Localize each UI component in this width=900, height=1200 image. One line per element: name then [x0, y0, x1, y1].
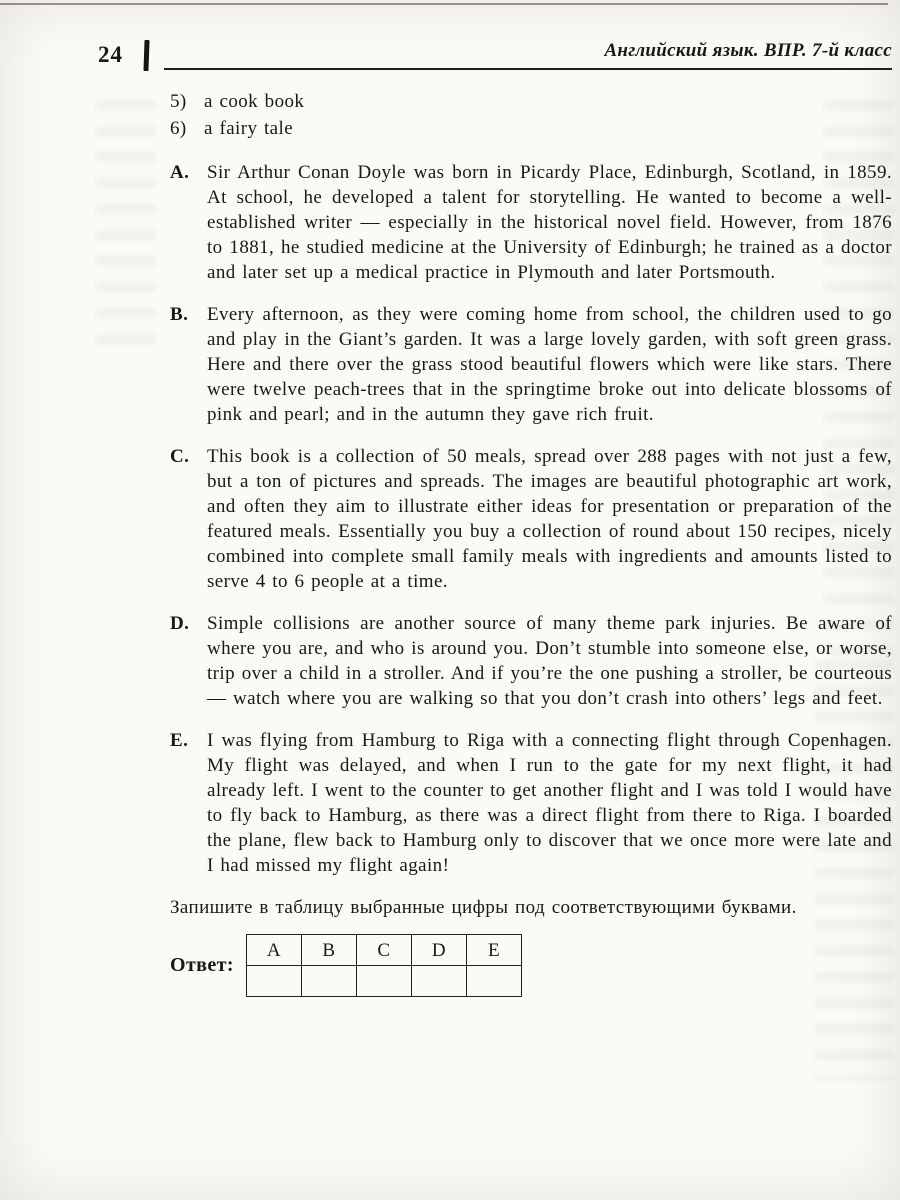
page-number: 24 — [98, 42, 123, 67]
page-header — [98, 40, 892, 74]
answer-label: Ответ: — [170, 954, 234, 976]
list-item-label: a fairy tale — [204, 118, 294, 139]
header-title: Английский язык. ВПР. 7-й класс — [604, 40, 892, 61]
answer-cell-C — [356, 966, 411, 997]
page-content — [170, 88, 892, 997]
answer-header-E: E — [466, 935, 521, 966]
answer-header-A: A — [246, 935, 301, 966]
paragraph-text: I was flying from Hamburg to Riga with a connecting flight through Copenhagen. My flight was delayed, and when I run to the gate for my next flight, it had already left. I went to the counter to get another flight and I was told I would have to fly back to Hamburg, as there was a direct flight from there to Riga. I boarded the plane, flew back to Hamburg only to discover that we once more were late and I had missed my flight again! — [207, 730, 892, 876]
header-rule — [164, 40, 892, 70]
paragraph-label: C. — [170, 446, 190, 467]
answer-cell-A — [246, 966, 301, 997]
scan-bleedthrough — [96, 100, 156, 360]
header-divider-mark — [143, 40, 149, 71]
answer-input-row — [246, 966, 521, 997]
paragraph-text: This book is a collection of 50 meals, spread over 288 pages with not just a few, but a ton of pictures and spreads. The images are beautiful photographic art work, and often they aim to illustrate either ideas for presentation or preparation of the featured meals. Essentially you buy a collection of round about 150 recipes, nicely combined into complete small family meals with ingredients and amounts listed to serve 4 to 6 people at a time. — [207, 446, 892, 592]
answer-header-B: B — [301, 935, 356, 966]
passage-paragraph-E — [170, 728, 892, 878]
answer-table — [246, 934, 522, 997]
paragraph-text: Every afternoon, as they were coming home from school, the children used to go and play in the Giant’s garden. It was a large lovely garden, with soft green grass. Here and there over the grass stood beautiful flowers which were like stars. There were twelve peach-trees that in the springtime broke out into delicate blossoms of pink and pearl; and in the autumn they gave rich fruit. — [207, 304, 892, 425]
answer-section — [170, 934, 892, 997]
answer-cell-E — [466, 966, 521, 997]
passage-paragraph-C — [170, 444, 892, 594]
list-item-5 — [170, 88, 892, 115]
paragraph-label: B. — [170, 304, 189, 325]
list-item-number: 5) — [170, 91, 187, 112]
answer-cell-D — [411, 966, 466, 997]
answer-header-D: D — [411, 935, 466, 966]
task-instruction: Запишите в таблицу выбранные цифры под соответствующими буквами. — [170, 897, 797, 918]
passage-paragraph-A — [170, 160, 892, 285]
answer-header-C: C — [356, 935, 411, 966]
paragraph-label: D. — [170, 613, 190, 634]
paragraph-text: Sir Arthur Conan Doyle was born in Picardy Place, Edinburgh, Scotland, in 1859. At school, he developed a talent for storytelling. He wanted to become a well-established writer — especially in the historical novel field. However, from 1876 to 1881, he studied medicine at the University of Edinburgh; he trained as a doctor and later set up a medical practice in Plymouth and later Portsmouth. — [207, 162, 892, 283]
paragraph-text: Simple collisions are another source of many theme park injuries. Be aware of where you are, and who is around you. Don’t stumble into someone else, or worse, trip over a child in a stroller. And if you’re the one pushing a stroller, be courteous — watch where you are walking so that you don’t crash into others’ legs and feet. — [207, 613, 892, 709]
options-list — [170, 88, 892, 142]
list-item-number: 6) — [170, 118, 187, 139]
paragraph-label: E. — [170, 730, 189, 751]
passage-paragraph-B — [170, 302, 892, 427]
list-item-label: a cook book — [204, 91, 305, 112]
answer-header-row — [246, 935, 521, 966]
passages — [170, 160, 892, 878]
passage-paragraph-D — [170, 611, 892, 711]
paragraph-label: A. — [170, 162, 190, 183]
answer-cell-B — [301, 966, 356, 997]
list-item-6 — [170, 115, 892, 142]
scan-edge — [0, 3, 888, 5]
